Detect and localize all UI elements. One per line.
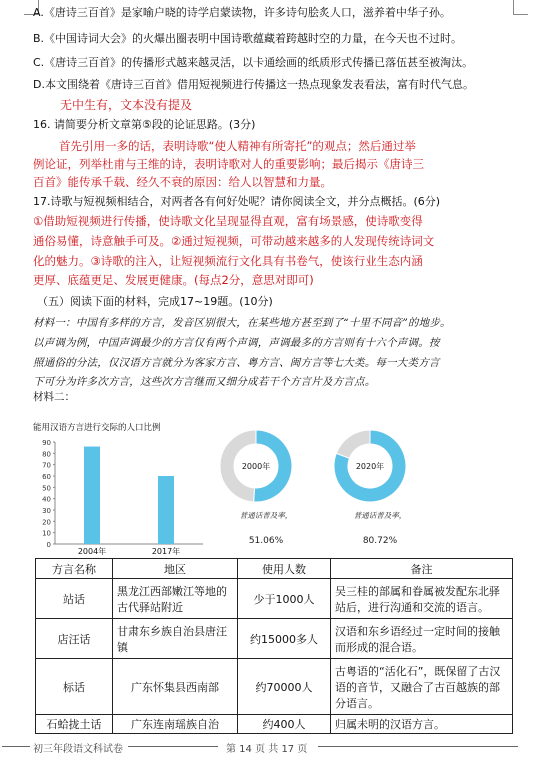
x-tick-label: 2017年 [151, 547, 181, 555]
table-row [36, 579, 513, 619]
y-tick-label: 40 [42, 495, 51, 504]
question-16: 16. 请简要分析文章第⑤段的论证思路。(3分) [33, 118, 256, 131]
footer-exam-name: 初三年段语文科试卷 [33, 744, 123, 755]
y-tick-label: 70 [42, 461, 51, 470]
cell-speakers: 约15000多人 [238, 619, 331, 659]
y-tick-label: 30 [42, 507, 51, 515]
question-17: 17.诗歌与短视频相结合，对两者各有何好处呢？请你阅读全文，并分点概括。(6分) [33, 195, 441, 208]
pie-2000 [216, 426, 336, 551]
footer-page-number: 第 14 页 共 17 页 [226, 744, 308, 755]
footer-rule-right [318, 746, 518, 747]
bar [158, 476, 174, 544]
cell-notes: 汉语和东乡语经过一定时间的接触而形成的混合语。 [331, 619, 513, 659]
table-row [36, 715, 513, 734]
answer-17-line1: ①借助短视频进行传播，使诗歌文化呈现显得直观，富有场景感，使诗歌变得 [33, 214, 423, 228]
cell-notes: 古粤语的“活化石”，既保留了古汉语的音节，又融合了古百越族的部分语言。 [331, 659, 513, 715]
answer-17-line2: 通俗易懂，诗意触手可及。②通过短视频，可带动越来越多的人发现传统诗词文 [33, 234, 435, 248]
material-1-line1: 材料一：中国有多样的方言，发音区别很大，在某些地方甚至到了“十里不同音”的地步。 [33, 317, 451, 329]
option-b: B.《中国诗词大会》的火爆出圈表明中国诗歌蕴藏着跨越时空的力量，在今天也不过时。 [33, 32, 463, 45]
crop-mark-right [513, 0, 528, 15]
cell-dialect: 石蛤拢土话 [36, 715, 113, 734]
header-notes: 备注 [331, 559, 513, 579]
cell-region: 黑龙江西部嫩江等地的古代驿站附近 [113, 579, 238, 619]
option-d: D.本文围绕着《唐诗三百首》借用短视频进行传播这一热点现象发表看法，富有时代气息。 [33, 78, 474, 91]
pie-slice-label: 普通话普及率， [239, 511, 293, 520]
cell-notes: 吴三桂的部属和眷属被发配东北驿站后，进行沟通和交流的语言。 [331, 579, 513, 619]
answer-16-line3: 百首》能传承千载、经久不衰的原因：给人以智慧和力量。 [33, 175, 332, 189]
table-row [36, 659, 513, 715]
cell-region: 广东连南瑶族自治 [113, 715, 238, 734]
cell-speakers: 少于1000人 [238, 579, 331, 619]
cell-region: 甘肃东乡族自治县唐汪镇 [113, 619, 238, 659]
y-tick-label: 50 [42, 484, 51, 493]
cell-region: 广东怀集县西南部 [113, 659, 238, 715]
pie-2020 [330, 426, 450, 551]
cell-dialect: 店汪话 [36, 619, 113, 659]
answer-16-line2: 例论证，列举杜甫与王维的诗，表明诗歌对人的重要影响；最后揭示《唐诗三 [33, 157, 424, 171]
material-1-line4: 下可分为许多次方言，这些次方言继而又细分成若干个方言片及方言点。 [33, 376, 376, 388]
option-a: A.《唐诗三百首》是家喻户晓的诗学启蒙读物，许多诗句脍炙人口，滋养着中华子孙。 [33, 6, 451, 19]
pie-slice [336, 430, 370, 458]
footer-rule-mid [128, 746, 218, 747]
header-dialect: 方言名称 [36, 559, 113, 579]
material-2-label: 材料二： [33, 391, 75, 403]
y-tick-label: 0 [46, 541, 51, 549]
material-1-line3: 照通俗的分法，仅汉语方言就分为客家方言、粤方言、闽方言等七大类。每一大类方言 [33, 357, 440, 369]
cell-dialect: 站话 [36, 579, 113, 619]
footer-rule-left [2, 746, 30, 747]
y-tick-label: 80 [42, 450, 51, 459]
dialect-table [35, 558, 513, 734]
bar-chart-title: 能用汉语方言进行交际的人口比例 [33, 423, 161, 433]
section-5-heading: （五）阅读下面的材料，完成17~19题。(10分) [37, 295, 273, 308]
option-c: C.《唐诗三百首》的传播形式越来越灵活，以卡通绘画的纸质形式传播已落伍甚至被淘汰。 [33, 56, 474, 69]
cell-notes: 归属未明的汉语方言。 [331, 715, 513, 734]
pie-slice-value: 51.06% [248, 536, 284, 546]
table-header-row [36, 559, 513, 579]
header-region: 地区 [113, 559, 238, 579]
pie-slice-label: 普通话普及率， [353, 511, 407, 520]
answer-16-line1: 首先引用一多的话，表明诗歌“使人精神有所寄托”的观点；然后通过举 [59, 139, 416, 153]
cell-speakers: 约400人 [238, 715, 331, 734]
y-tick-label: 60 [42, 473, 51, 481]
x-tick-label: 2004年 [77, 547, 107, 555]
cell-dialect: 标话 [36, 659, 113, 715]
pie-center-label: 2000年 [241, 462, 271, 471]
pie-center-label: 2020年 [355, 462, 385, 471]
y-tick-label: 90 [42, 439, 51, 447]
answer-17-line4: 更厚、底蕴更足、发展更健康。(每点2分，意思对即可) [33, 273, 314, 287]
cell-speakers: 约70000人 [238, 659, 331, 715]
y-tick-label: 10 [42, 529, 51, 538]
dialect-usage-bar-chart [33, 420, 213, 555]
answer-17-line3: 化的魅力。③诗歌的注入，让短视频流行文化具有书卷气，使该行业生态内涵 [33, 254, 423, 268]
y-tick-label: 20 [42, 518, 51, 527]
answer-15: 无中生有，文本没有提及 [60, 98, 193, 112]
table-row [36, 619, 513, 659]
bar [84, 447, 100, 544]
material-1-line2: 以声调为例，中国声调最少的方言仅有两个声调，声调最多的方言则有十六个声调。按 [33, 337, 440, 349]
pie-slice-value: 80.72% [362, 536, 398, 546]
header-speakers: 使用人数 [238, 559, 331, 579]
